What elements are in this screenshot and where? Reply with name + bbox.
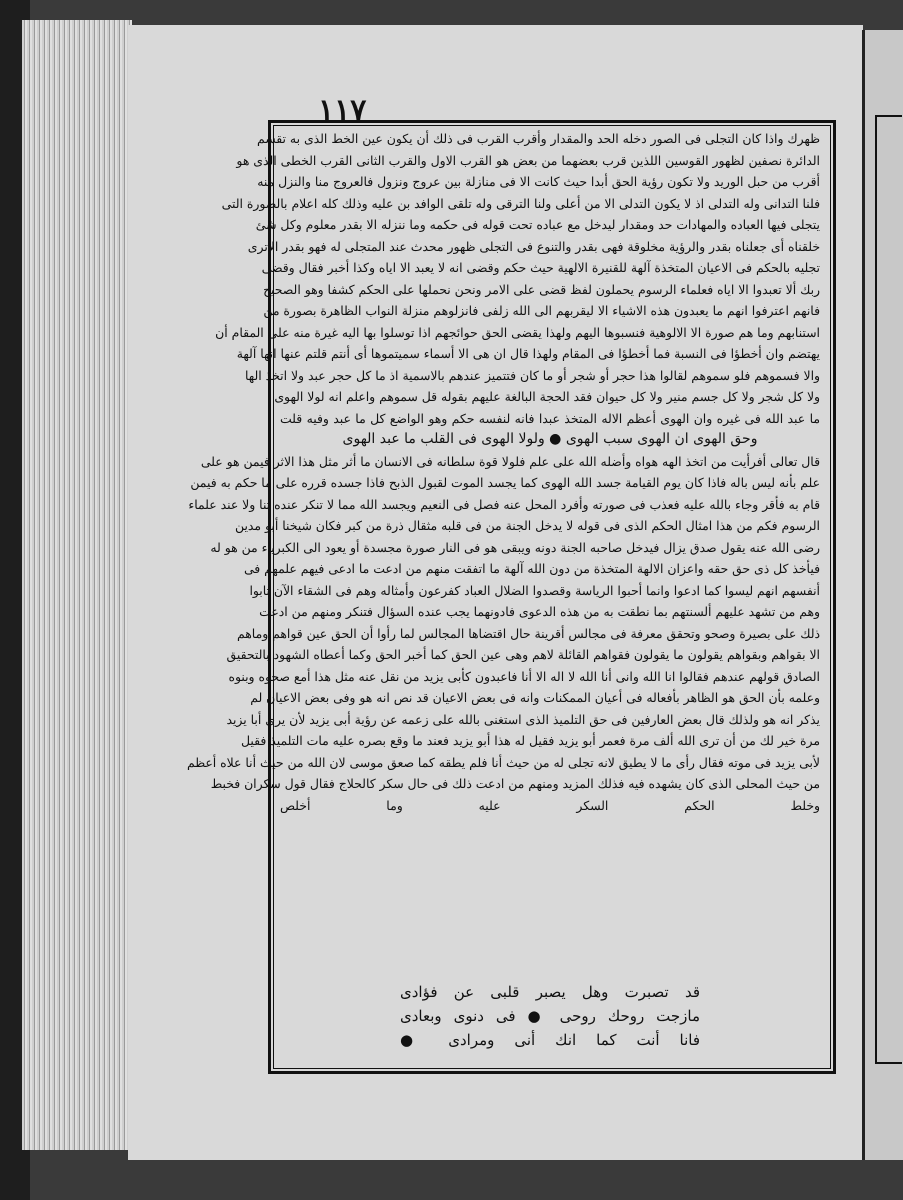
poem-line: قد تصبرت وهل يصبر قلبى عن فؤادى xyxy=(400,983,700,1001)
poem-line: فانا أنت كما انك أنى ومرادى ● xyxy=(400,1031,700,1049)
text-line: والا فسموهم فلو سموهم لقالوا هذا حجر أو شجر أو ما كان فتتميز عندهم بالاسمية اذ ما كل حجر عبد ولا اتخذ الها xyxy=(245,367,820,383)
text-line: علم بأنه ليس باله فاذا كان يوم القيامة جسد الله الهوى كما يجسد الموت لقبول الذبح فاذا جسده قرره على ما حكم به فيمن xyxy=(190,475,820,490)
text-line: الصادق قولهم عندهم فقالوا انا الله وانى أنا الله لا اله الا أنا فاعبدون كأبى يزيد من نقل عنه مثل هذا أمع صحوه وبنوه xyxy=(228,668,820,684)
text-line: فلنا التدانى وله التدلى اذ لا يكون التدلى الا من أعلى ولنا الترقى وله تلقى الوافد بن عليه وذلك كله اعلام بالصورة التى xyxy=(221,195,820,211)
text-line: من حيث المحلى الذى كان يشهده فيه فذلك المزيد ومنهم من ادعت ذلك فى حال سكر كالحلاج فقال قول سكران فخبط xyxy=(210,776,820,791)
text-line: ظهرك واذا كان التجلى فى الصور دخله الحد والمقدار وأقرب القرب فى ذلك أن يكون عين الخط الذى به تقسم xyxy=(256,131,820,146)
text-line: تجليه بالحكم فى الاعيان المتخذة آلهة للقنيرة الالهية حيث حكم وقضى انه لا يعبد الا اياه وكذا أخبر فقال وقضى xyxy=(261,260,820,275)
text-line: الا بقواهم وبقواهم يقولون ما يقولون فقواهم القائلة لاهم وهى عين الحق كما أخبر الحق وكما أعطاه الشهود بالتحقيق xyxy=(226,647,820,662)
text-line: الرسوم فكم من هذا امثال الحكم الذى فى قوله لا يدخل الجنة من فى قلبه مثقال ذرة من كبر فكان شيخنا أبو مدين xyxy=(235,518,820,533)
page-number: ١١٧ xyxy=(318,93,367,128)
text-line: أنفسهم انهم ليسوا كما ادعوا وانما أحبوا الرياسة وقصدوا الضلال العباد كفرعون وأمثاله وهم فى الشقاء الآن تابوا xyxy=(249,582,820,598)
text-line: ما عبد الله فى غيره وان الهوى أعظم الاله المتخذ عبدا فانه لنفسه حكم وهو الواضع كل ما عبد وفيه قلت xyxy=(280,410,820,426)
text-line: يهتضم وان أخطؤا فى النسبة فما أخطؤا فى المقام ولهذا قال ان هى الا أسماء سميتموها أى أنتم قلتم عنها انها آلهة xyxy=(236,346,820,361)
text-line: قال تعالى أفرأيت من اتخذ الهه هواه وأضله الله على علم فلولا قوة سلطانه فى الانسان ما أثر مثل هذا الاثر فيمن هو على xyxy=(200,453,820,469)
poem xyxy=(400,980,700,1052)
text-line: الدائرة نصفين لظهور القوسين اللذين قرب بعضهما من بعض هو القرب الاول والقرب الثانى القرب الخطى الذى هو xyxy=(236,152,820,168)
text-line: فيأخذ كل ذى حق حقه واعزان الالهة المتخذة من دون الله آلهة ما اتفقت منهم من ادعت ما ادعى فيهم علمهم فى xyxy=(243,561,820,576)
text-line: ربك ألا تعبدوا الا اياه فعلماء الرسوم يحملون لفظ قضى على الامر ونحن نحملها على الحكم كشفا وهو الصحيح xyxy=(263,281,820,297)
text-line: استنابهم وما هم صورة الا الالوهية فنسبوها اليهم ولهذا يقضى الحق حوائجهم اذا توسلوا بها اليه غيرة منه على المقام أن xyxy=(215,324,820,340)
facing-page-frame xyxy=(875,115,902,1064)
text-line: فانهم اعترفوا انهم ما يعبدون هذه الاشياء الا ليقربهم الى الله زلفى فانزلوهم منزلة النواب الظاهرة بصورة من xyxy=(263,303,820,318)
page-edges xyxy=(22,20,132,1150)
text-line: وخلط الحكم السكر عليه وما أخلص xyxy=(280,797,820,813)
text-line: أقرب من حبل الوريد ولا تكون رؤية الحق أبدا حيث كانت الا فى منازلة بين عروج ونزول فالعروج منا والنزل منه xyxy=(257,174,820,189)
text-line: رضى الله عنه يقول صدق يزال فيدخل صاحبه الجنة دونه ويبقى هو فى النار صورة مجسدة أو يعود الى الكبرياء من هو له xyxy=(210,539,820,555)
text-line: لأبى يزيد فى موته فقال رأى ما لا يطيق لانه تجلى له من حيث أنا فلم يطقه كما صعق موسى لان الله من حيث أنا علاه أعظم xyxy=(186,754,820,770)
text-line: خلقناه أى جعلناه بقدر والرؤية مخلوقة فهى بقدر والتنوع فى التجلى ظهور محدث عند المتجلى له فهو بقدر الاترى xyxy=(247,238,820,254)
text-line: وعلمه بأن الحق هو الظاهر بأفعاله فى أعيان الممكنات وانه فى بعض الاعيان قد نص انه هو وفى بعض الاعيان لم xyxy=(250,690,820,705)
text-line: قام به فأقر وجاء بالله عليه فعذب فى صورته وأفرد المحل عنه فصل فى النعيم ويجسد الله مما لا تنكر عنده تنا ولا عند علماء xyxy=(188,496,820,512)
body-text xyxy=(186,128,820,816)
poem-line: مازجت روحك روحى ● فى دنوى وبعادى xyxy=(400,1007,700,1025)
text-line: وهم من تشهد عليهم ألسنتهم بما نطقت به من هذه الدعوى فادونهما يجب عنده السؤال فتنكر ومنهم من ادعت xyxy=(259,604,820,619)
text-line: ولا كل شجر ولا كل جسم منير ولا كل حيوان فقد الحجة البالغة عليهم بقوله قل سموهم واعلم انه لولا الهوى xyxy=(274,389,820,404)
verse-line: وحق الهوى ان الهوى سبب الهوى ● ولولا الهوى فى القلب ما عبد الهوى xyxy=(342,431,758,447)
text-line: يتجلى فيها العباده والمهادات حد ومقدار ليدخل مع عباده تحت قوله فى حكمه وما ننزله الا بقدر معلوم وكل شئ xyxy=(255,217,820,232)
text-line: مرة خير لك من أن ترى الله ألف مرة فعمر أبو يزيد فقيل له هذا أبو يزيد فعند ما وقع بصره عليه مات التلميذ فقيل xyxy=(241,733,820,748)
text-line: ذلك على بصيرة وصحو وتحقق معرفة فى مجالس أقرينة حال اقتضاها المجالس لما رأوا أن الحق عين قواهم وماهم xyxy=(237,625,820,641)
text-line: يذكر انه هو ولذلك قال بعض العارفين فى حق التلميذ الذى استغنى بالله على زعمه عن رؤية أبى يزيد لأن يرى أبا يزيد xyxy=(226,711,820,727)
